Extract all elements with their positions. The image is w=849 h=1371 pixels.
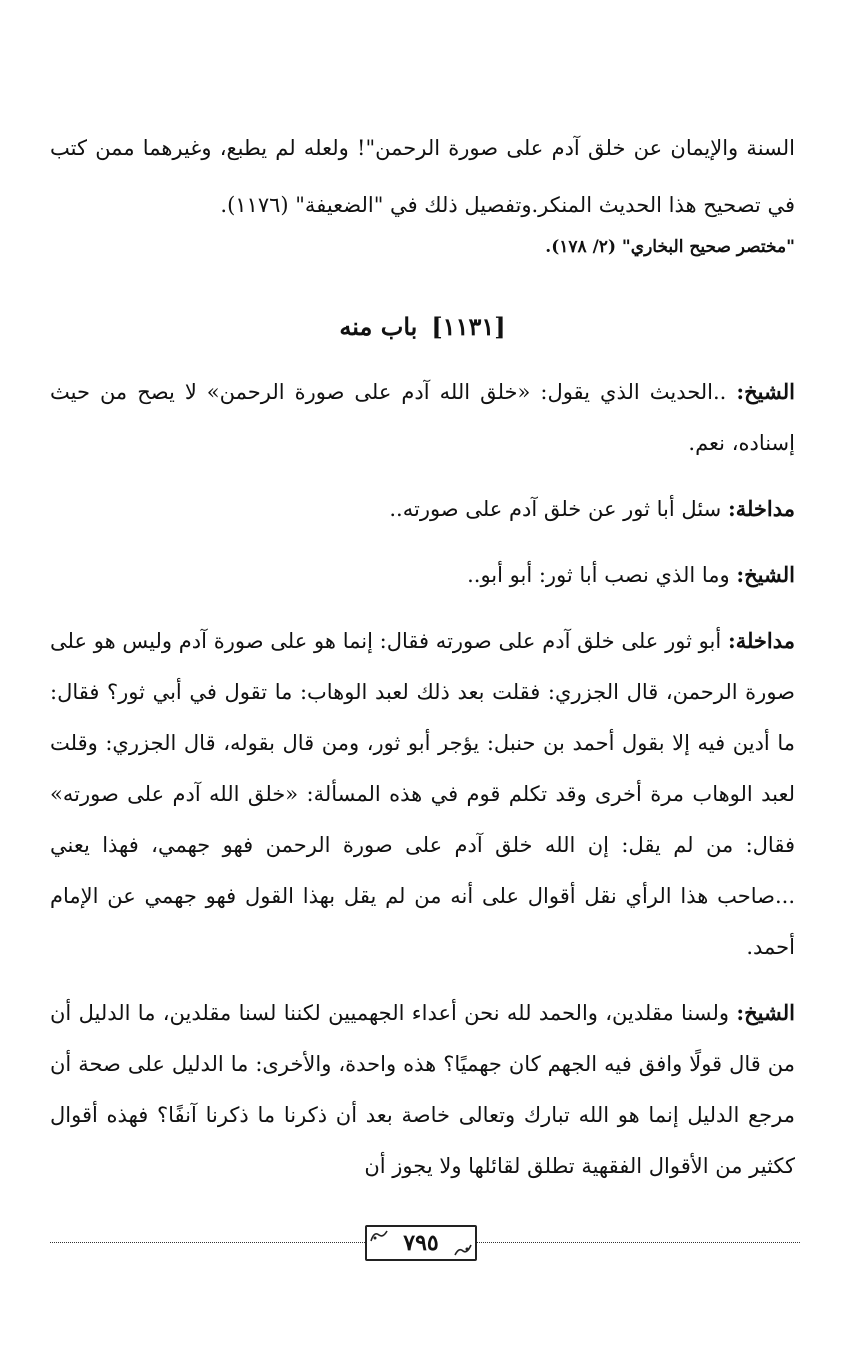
page-number-box [365, 1225, 477, 1261]
continuation-text: السنة والإيمان عن خلق آدم على صورة الرحمن"! ولعله لم يطبع، وغيرهما ممن كتب في تصحيح هذا الحديث المنكر.وتفصيل ذلك في "الضعيفة" (١١٧٦). [50, 136, 795, 217]
speaker-label: الشيخ: [736, 379, 795, 404]
paragraph-text: وما الذي نصب أبا ثور: أبو أبو.. [467, 563, 737, 587]
page-number: ٧٩٥ [403, 1230, 439, 1256]
paragraph-1 [50, 366, 795, 469]
speaker-label: الشيخ: [736, 1000, 795, 1025]
paragraph-text: ولسنا مقلدين، والحمد لله نحن أعداء الجهميين لكننا لسنا مقلدين، ما الدليل أن من قال قولًا وافق فيه الجهم كان جهميًا؟ هذه واحدة، والأخرى: ما الدليل على صحة أن مرجع الدليل إنما هو الله تبارك وتعالى خاصة بعد أن ذكرنا ما ذكرنا آنفًا؟ فهذه أقوال ككثير من الأقوال الفقهية تطلق لقائلها ولا يجوز أن [50, 1001, 795, 1178]
speaker-label: مداخلة: [727, 496, 795, 521]
paragraph-3 [50, 549, 795, 601]
speaker-label: الشيخ: [736, 562, 795, 587]
footer-rule-right [477, 1242, 800, 1243]
paragraph-text: أبو ثور على خلق آدم على صورته فقال: إنما هو على صورة آدم وليس هو على صورة الرحمن، قال الجزري: فقلت بعد ذلك لعبد الوهاب: ما تقول في أبي ثور؟ فقال: ما أدين فيه إلا بقول أحمد بن حنبل: يؤجر أبو ثور، ومن قال بقوله، قال الجزري: وقلت لعبد الوهاب مرة أخرى وقد تكلم قوم في هذه المسألة: «خلق الله آدم على صورته» فقال: من لم يقل: إن الله خلق آدم على صورة الرحمن فهو جهمي، فهذا يعني ...صاحب هذا الرأي نقل أقوال على أنه من لم يقل بهذا القول فهو جهمي عن الإمام أحمد. [50, 629, 795, 959]
section-heading [50, 302, 795, 352]
paragraph-2 [50, 483, 795, 535]
ornament-icon [370, 1229, 388, 1243]
paragraph-4 [50, 615, 795, 973]
section-number: [١١٣١] [431, 312, 506, 341]
page-body [50, 120, 795, 1192]
section-title: باب منه [339, 312, 418, 341]
speaker-label: مداخلة: [727, 628, 795, 653]
footer-rule-left [50, 1242, 365, 1243]
page-footer [50, 1225, 800, 1275]
ornament-icon [454, 1243, 472, 1257]
paragraph-text: سئل أبا ثور عن خلق آدم على صورته.. [389, 497, 728, 521]
source-reference: "مختصر صحيح البخاري" (٢/ ١٧٨). [545, 237, 795, 257]
paragraph-text: ..الحديث الذي يقول: «خلق الله آدم على صورة الرحمن» لا يصح من حيث إسناده، نعم. [50, 380, 795, 455]
paragraph-5 [50, 987, 795, 1192]
